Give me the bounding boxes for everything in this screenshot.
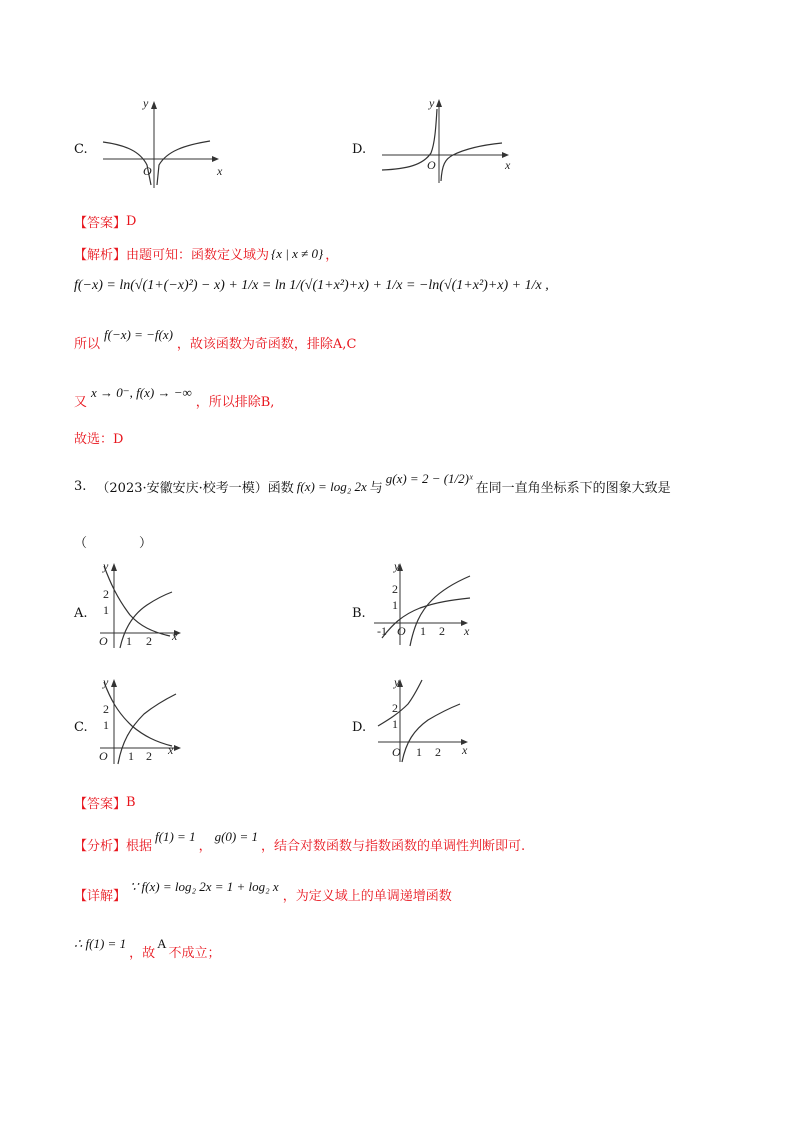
tick-y-1: 1 — [103, 718, 109, 732]
q3-analysis-line — [74, 828, 526, 854]
axis-x-label: x — [217, 164, 223, 178]
prev-analysis-line — [74, 244, 338, 263]
tick-x-1: 1 — [420, 624, 426, 638]
option-d3-label[interactable]: D. — [352, 720, 367, 735]
axis-x-label: x — [168, 743, 174, 757]
tick-x-2: 2 — [435, 745, 441, 759]
option-d3-graph — [372, 676, 482, 766]
odd-conclusion: ，故该函数为奇函数，排除A,C — [176, 337, 357, 352]
g0-expr: g(0) = 1 — [214, 828, 259, 844]
prev-answer-line — [74, 212, 136, 231]
axis-x-label: x — [464, 624, 470, 638]
limit-line — [74, 383, 275, 410]
option-a-graph — [92, 560, 192, 650]
tick-x-1: 1 — [126, 634, 132, 648]
and-text: 与 — [369, 481, 383, 496]
so-text: 所以 — [74, 337, 101, 352]
origin-label: O — [427, 158, 436, 172]
answer-value: D — [126, 214, 137, 229]
question-source: （2023·安徽安庆·校考一模）函数 — [96, 481, 294, 496]
q3-answer-line — [74, 793, 136, 812]
therefore-expr: ∴ f(1) = 1 — [74, 935, 127, 951]
answer-tag: 【答案】 — [74, 216, 127, 231]
axis-x-label: x — [505, 158, 511, 172]
tick-x-1: 1 — [128, 749, 134, 763]
g-expr: g(x) = 2 − (1/2)ˣ — [385, 470, 473, 486]
axis-y-label: y — [394, 559, 400, 573]
option-d-graph — [377, 95, 517, 190]
option-c3-label[interactable]: C. — [74, 720, 88, 735]
tick-y-2: 2 — [103, 702, 109, 716]
therefore-a: A — [157, 935, 167, 951]
tick-y-1: 1 — [392, 598, 398, 612]
origin-label: O — [99, 749, 108, 763]
analysis-text: 由题可知：函数定义域为 — [126, 248, 270, 263]
limit-expr: x → 0⁻, f(x) → −∞ — [91, 384, 192, 400]
limit-conclusion: ，所以排除B, — [195, 395, 275, 410]
f1-expr: f(1) = 1 — [155, 828, 196, 844]
option-c-graph — [95, 95, 225, 190]
origin-label: O — [397, 624, 406, 638]
tick-x-neg1: -1 — [377, 624, 387, 638]
option-c-label[interactable]: C. — [74, 142, 88, 157]
analysis-tail: ，结合对数函数与指数函数的单调性判断即可. — [261, 839, 526, 854]
analysis-sep: ， — [198, 839, 212, 854]
axis-y-label: y — [394, 675, 400, 689]
tick-y-1: 1 — [103, 603, 109, 617]
detail-tag: 【详解】 — [74, 889, 127, 904]
axis-x-label: x — [172, 629, 178, 643]
question-tail: 在同一直角坐标系下的图象大致是 — [475, 481, 671, 496]
analysis-prefix: 根据 — [126, 839, 153, 854]
option-a-label[interactable]: A. — [74, 606, 88, 621]
axis-x-label: x — [462, 743, 468, 757]
tick-y-2: 2 — [392, 582, 398, 596]
option-b-graph — [372, 560, 482, 650]
odd-line — [74, 326, 357, 352]
axis-y-label: y — [103, 559, 109, 573]
domain-expr: {x | x ≠ 0} — [271, 245, 324, 261]
therefore-tail-2: 不成立； — [168, 946, 221, 961]
tick-x-2: 2 — [146, 749, 152, 763]
option-c3-graph — [92, 676, 192, 766]
answer-blank: （ ） — [74, 536, 153, 551]
final-answer-line: 故选：D — [74, 432, 124, 447]
f-expr: f(x) = log₂ 2x — [296, 478, 367, 494]
tick-x-2: 2 — [439, 624, 445, 638]
axis-y-label: y — [143, 96, 149, 110]
odd-expr: f(−x) = −f(x) — [104, 326, 173, 342]
analysis-comma: ， — [325, 248, 339, 263]
q3-detail-line — [74, 878, 452, 904]
question-number: 3. — [74, 479, 87, 494]
analysis-tag: 【解析】 — [74, 248, 127, 263]
origin-label: O — [392, 745, 401, 759]
q3-therefore-line — [74, 934, 221, 961]
question-3-stem — [74, 470, 671, 496]
answer-value: B — [126, 795, 136, 810]
tick-y-1: 1 — [392, 717, 398, 731]
origin-label: O — [143, 164, 152, 178]
therefore-tail-1: ，故 — [129, 946, 156, 961]
equation-line: f(−x) = ln(√(1+(−x)²) − x) + 1/x = ln 1/(√(1+x²)+x) + 1/x = −ln(√(1+x²)+x) + 1/x , — [74, 278, 549, 293]
analysis-tag: 【分析】 — [74, 839, 127, 854]
detail-tail: ，为定义域上的单调递增函数 — [282, 889, 452, 904]
tick-y-2: 2 — [392, 701, 398, 715]
axis-y-label: y — [429, 96, 435, 110]
tick-y-2: 2 — [103, 587, 109, 601]
origin-label: O — [99, 634, 108, 648]
axis-y-label: y — [103, 675, 109, 689]
answer-tag: 【答案】 — [74, 797, 127, 812]
detail-expr: ∵ f(x) = log₂ 2x = 1 + log₂ x — [130, 878, 279, 894]
tick-x-1: 1 — [416, 745, 422, 759]
tick-x-2: 2 — [146, 634, 152, 648]
option-b-label[interactable]: B. — [352, 606, 366, 621]
option-d-label[interactable]: D. — [352, 142, 367, 157]
also-text: 又 — [74, 395, 88, 410]
